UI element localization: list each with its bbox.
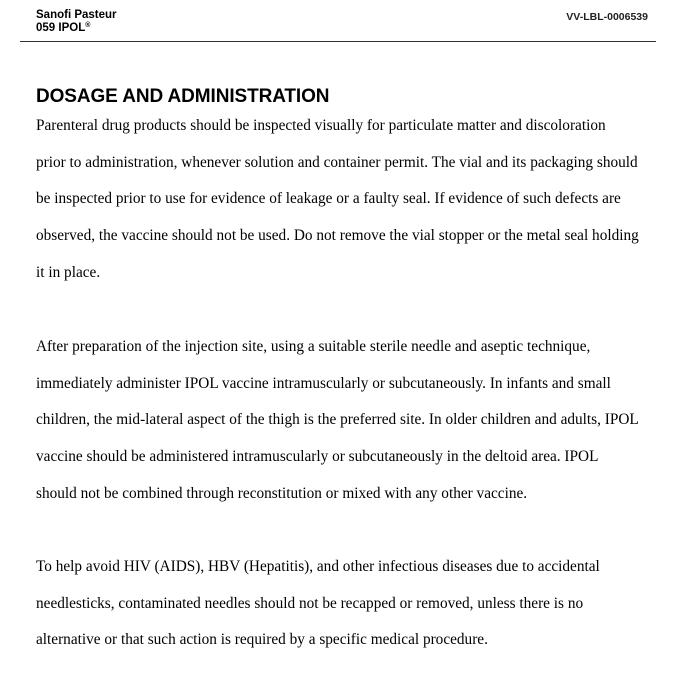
text-line: Parenteral drug products should be inspected visually for particulate matter and discoloration <box>36 117 606 134</box>
text-line: alternative or that such action is required by a specific medical procedure. <box>36 631 488 649</box>
text-line: it in place. <box>36 263 101 281</box>
product-name <box>36 22 117 35</box>
header-left-block <box>36 9 117 35</box>
text-line: needlesticks, contaminated needles should not be recapped or removed, unless there is no <box>36 594 584 612</box>
product-name-text: 059 IPOL <box>36 22 86 34</box>
text-line: After preparation of the injection site, using a suitable sterile needle and aseptic technique, <box>36 338 591 355</box>
paragraph-inspection <box>36 108 676 292</box>
section-heading: DOSAGE AND ADMINISTRATION <box>36 86 330 107</box>
text-line: children, the mid-lateral aspect of the thigh is the preferred site. In older children and adults, IPOL <box>36 411 639 429</box>
text-line: should not be combined through reconstitution or mixed with any other vaccine. <box>36 484 528 502</box>
company-name: Sanofi Pasteur <box>36 9 117 21</box>
header-divider <box>20 41 656 42</box>
paragraph-administration <box>36 329 676 513</box>
text-line: be inspected prior to use for evidence of leakage or a faulty seal. If evidence of such defects are <box>36 190 621 208</box>
text-line: To help avoid HIV (AIDS), HBV (Hepatitis), and other infectious diseases due to accidental <box>36 558 600 575</box>
paragraph-needlestick-safety <box>36 549 676 659</box>
text-line: vaccine should be administered intramuscularly or subcutaneously in the deltoid area. IPOL <box>36 448 599 466</box>
document-id: VV-LBL-0006539 <box>566 11 648 23</box>
registered-mark: ® <box>85 22 91 29</box>
text-line: prior to administration, whenever solution and container permit. The vial and its packaging should <box>36 153 638 171</box>
text-line: observed, the vaccine should not be used. Do not remove the vial stopper or the metal seal holding <box>36 227 639 245</box>
text-line: immediately administer IPOL vaccine intramuscularly or subcutaneously. In infants and small <box>36 374 611 392</box>
